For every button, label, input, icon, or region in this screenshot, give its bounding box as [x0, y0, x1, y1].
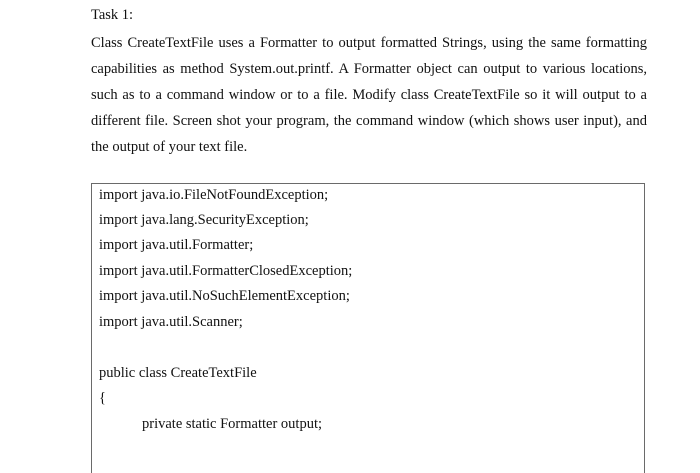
code-line-import-nosuchelement: import java.util.NoSuchElementException;: [99, 288, 350, 304]
code-line-import-security: import java.lang.SecurityException;: [99, 212, 309, 228]
code-line-open-brace: {: [99, 390, 106, 406]
code-line-field-output: private static Formatter output;: [142, 416, 322, 432]
description-line-2: capabilities as method System.out.printf. A Formatter object can output to various locations,: [91, 61, 647, 77]
code-line-import-filenotfound: import java.io.FileNotFoundException;: [99, 187, 329, 203]
description-line-1: Class CreateTextFile uses a Formatter to output formatted Strings, using the same formatting: [91, 35, 647, 51]
description-line-3: such as to a command window or to a file. Modify class CreateTextFile so it will output to a: [91, 87, 647, 103]
description-line-4: different file. Screen shot your program, the command window (which shows user input), and: [91, 113, 647, 129]
code-listing-box: [91, 183, 645, 473]
code-line-import-formatter: import java.util.Formatter;: [99, 237, 254, 253]
code-line-import-scanner: import java.util.Scanner;: [99, 314, 243, 330]
code-line-import-formatterclosed: import java.util.FormatterClosedException;: [99, 263, 353, 279]
task-description: [91, 30, 647, 160]
code-line-class-declaration: public class CreateTextFile: [99, 365, 257, 381]
task-title: Task 1:: [91, 7, 134, 23]
description-line-5: the output of your text file.: [91, 139, 248, 155]
